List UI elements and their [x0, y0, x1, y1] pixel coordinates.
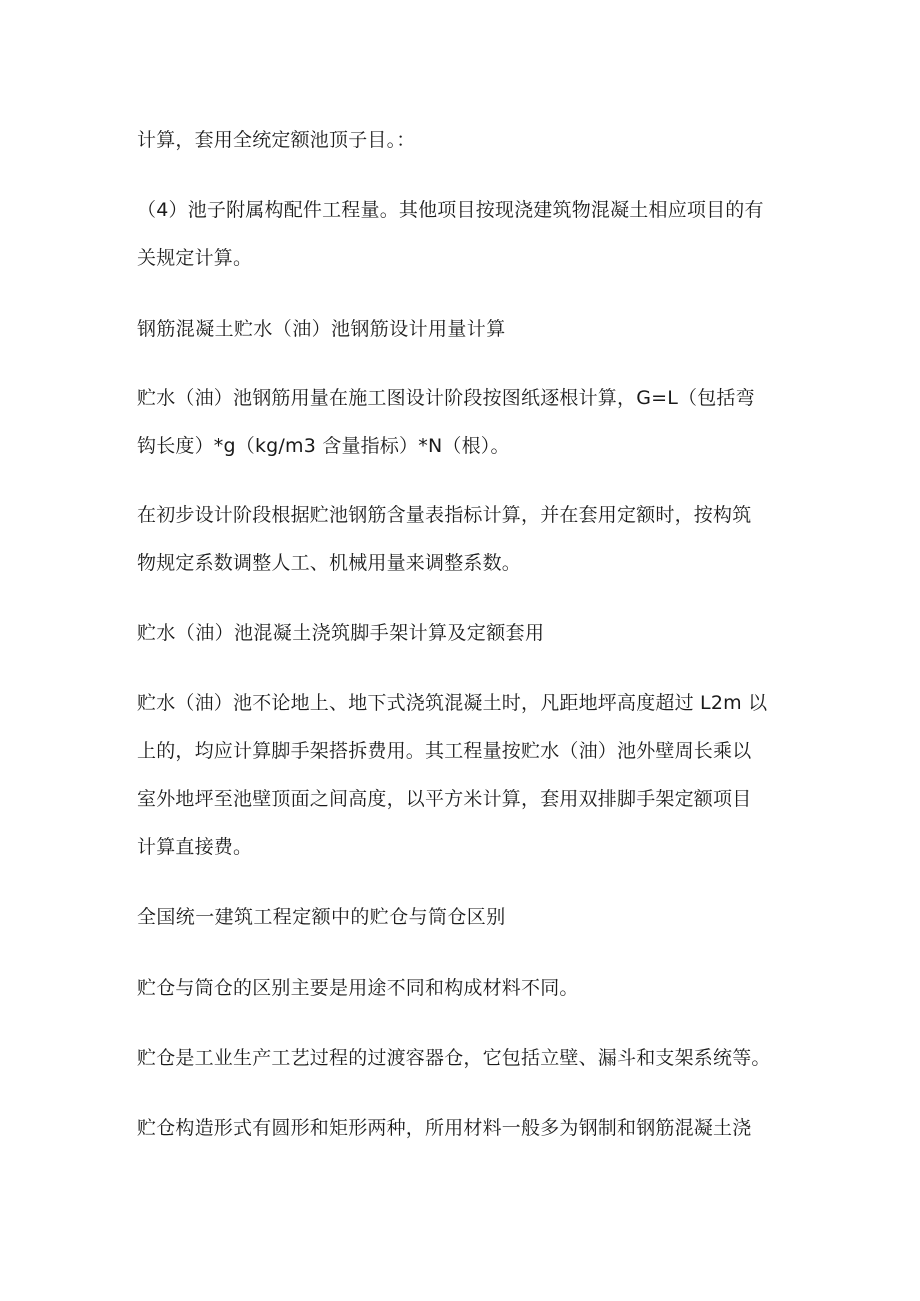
section-heading: 贮水（油）池混凝土浇筑脚手架计算及定额套用	[137, 622, 545, 644]
paragraph-line: （4）池子附属构配件工程量。其他项目按现浇建筑物混凝土相应项目的有	[137, 199, 764, 221]
paragraph-line: 贮水（油）池不论地上、地下式浇筑混凝土时，凡距地坪高度超过 L2m 以	[137, 692, 768, 714]
paragraph-line: 贮仓构造形式有圆形和矩形两种，所用材料一般多为钢制和钢筋混凝土浇	[137, 1117, 752, 1139]
paragraph-line: 贮仓与筒仓的区别主要是用途不同和构成材料不同。	[137, 977, 579, 999]
paragraph-line: 在初步设计阶段根据贮池钢筋含量表指标计算，并在套用定额时，按构筑	[137, 504, 752, 526]
paragraph-line: 贮仓是工业生产工艺过程的过渡容器仓，它包括立壁、漏斗和支架系统等。	[137, 1047, 771, 1069]
paragraph-line: 上的，均应计算脚手架搭拆费用。其工程量按贮水（油）池外壁周长乘以	[137, 740, 752, 762]
paragraph-line: 计算，套用全统定额池顶子目。：	[137, 129, 416, 151]
paragraph-line: 计算直接费。	[137, 836, 253, 858]
paragraph-line: 钩长度）*g（kg/m3 含量指标）*N（根）。	[137, 435, 510, 457]
paragraph-line: 关规定计算。	[137, 247, 253, 269]
paragraph-line: 室外地坪至池壁顶面之间高度，以平方米计算，套用双排脚手架定额项目	[137, 788, 752, 810]
section-heading: 钢筋混凝土贮水（油）池钢筋设计用量计算	[137, 318, 506, 340]
paragraph-line: 物规定系数调整人工、机械用量来调整系数。	[137, 552, 522, 574]
section-heading: 全国统一建筑工程定额中的贮仓与筒仓区别	[137, 906, 506, 928]
paragraph-line: 贮水（油）池钢筋用量在施工图设计阶段按图纸逐根计算，G=L（包括弯	[137, 387, 755, 409]
